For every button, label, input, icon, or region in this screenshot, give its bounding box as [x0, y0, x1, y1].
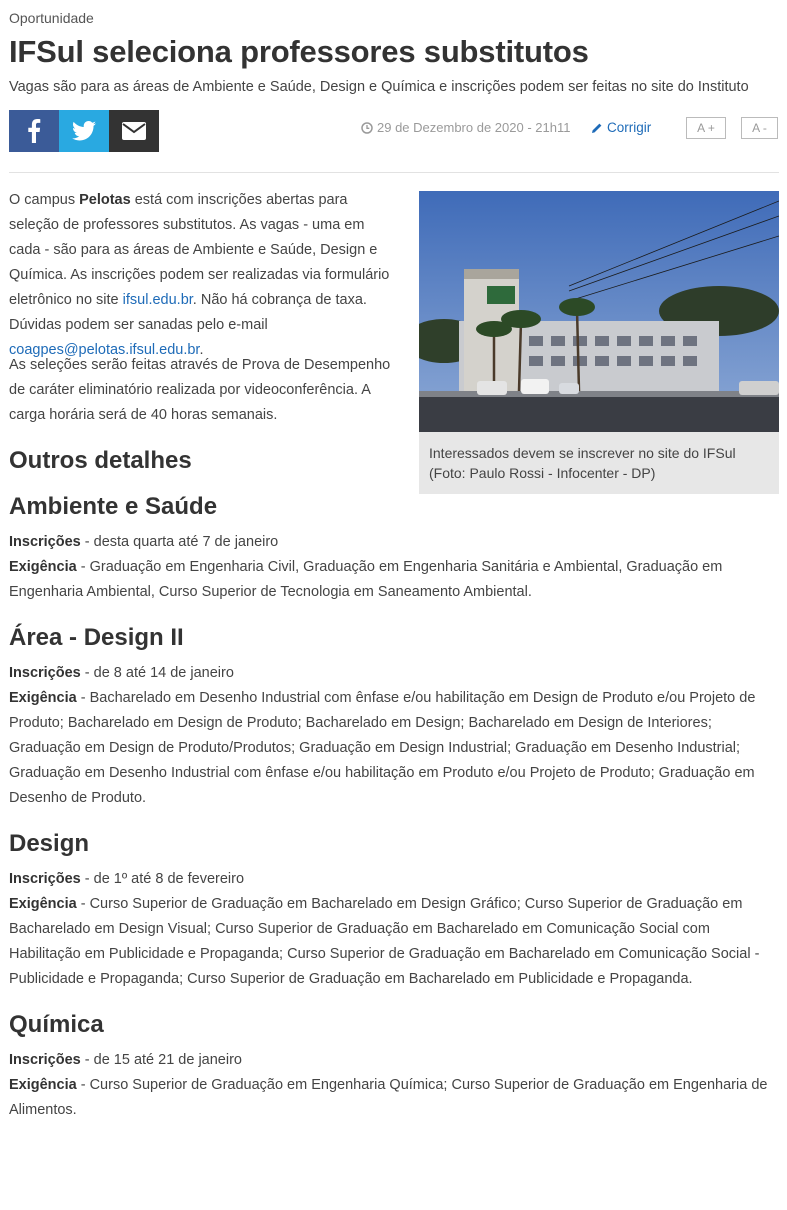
inscricoes-value: - de 1º até 8 de fevereiro: [80, 871, 245, 887]
inscricoes-label: Inscrições: [9, 1052, 81, 1068]
inscricoes-label: Inscrições: [9, 871, 81, 887]
section-title-ambiente-saude: Ambiente e Saúde: [9, 493, 218, 520]
envelope-icon: [122, 122, 146, 140]
site-link[interactable]: ifsul.edu.br: [122, 292, 193, 308]
section-inscricoes: [9, 661, 779, 686]
exigencia-value: - Bacharelado em Desenho Industrial com ênfase e/ou habilitação em Design de Produto e/ou Projeto de Produto; Bacharelado em Design de Produto; Bacharelado em Design; Bacharelado em Design de Interiores; Graduação em Design de Produto/Produtos; Graduação em Design Industrial; Graduação em Desenho Industrial; Graduação em Desenho Industrial com ênfase e/ou habilitação em Produto e/ou Projeto de Produto; Graduação em Desenho de Produto.: [9, 690, 756, 806]
article-kicker: Oportunidade: [9, 10, 94, 26]
intro-text: está com inscrições abertas para seleção de professores substitutos. As vagas - uma em cada - são para as áreas de Ambiente e Saúde, Design e Química. As inscrições podem ser realizadas via formulário eletrônico no site: [9, 192, 390, 308]
header-divider: [9, 172, 779, 173]
article-subtitle: Vagas são para as áreas de Ambiente e Saúde, Design e Química e inscrições podem ser feitas no site do Instituto: [9, 79, 749, 95]
exigencia-value: - Graduação em Engenharia Civil, Graduação em Engenharia Sanitária e Ambiental, Graduação em Engenharia Ambiental, Curso Superior de Tecnologia em Saneamento Ambiental.: [9, 559, 723, 600]
publish-date-text: 29 de Dezembro de 2020 - 21h11: [377, 120, 571, 135]
inscricoes-value: - de 8 até 14 de janeiro: [80, 665, 234, 681]
intro-text: . Não há cobrança de taxa. Dúvidas podem ser sanadas pelo e-mail: [9, 292, 367, 333]
exigencia-value: - Curso Superior de Graduação em Bacharelado em Design Gráfico; Curso Superior de Graduação em Bacharelado em Design Visual; Curso Superior de Graduação em Bacharelado em Comunicação Social com Habilitação em Publicidade e Propaganda; Curso Superior de Graduação em Bacharelado em Comunicação Social - Publicidade e Propaganda; Curso Superior de Graduação em Bacharelado em Publicidade e Propaganda.: [9, 896, 760, 987]
figure-caption: Interessados devem se inscrever no site do IFSul (Foto: Paulo Rossi - Infocenter - DP): [429, 445, 736, 481]
exigencia-label: Exigência: [9, 690, 77, 706]
article-figure: [419, 191, 779, 494]
fix-link-label: Corrigir: [607, 120, 652, 135]
facebook-icon: [27, 119, 41, 143]
publish-date: [361, 120, 570, 135]
section-inscricoes: [9, 867, 779, 892]
font-increase-button[interactable]: A +: [686, 117, 726, 139]
email-link[interactable]: coagpes@pelotas.ifsul.edu.br: [9, 342, 200, 358]
inscricoes-label: Inscrições: [9, 665, 81, 681]
intro-paragraph-1: [9, 188, 399, 363]
exigencia-label: Exigência: [9, 559, 77, 575]
font-decrease-button[interactable]: A -: [741, 117, 778, 139]
section-exigencia: [9, 686, 779, 811]
section-title-quimica: Química: [9, 1011, 104, 1038]
section-inscricoes: [9, 530, 779, 555]
twitter-icon: [72, 121, 96, 141]
campus-photo: [419, 191, 779, 432]
intro-text: O campus: [9, 192, 80, 208]
share-bar: [9, 110, 159, 152]
section-title-design: Design: [9, 830, 90, 857]
share-email-button[interactable]: [109, 110, 159, 152]
clock-icon: [361, 122, 373, 134]
share-facebook-button[interactable]: [9, 110, 59, 152]
intro-paragraph-2: As seleções serão feitas através de Prova de Desempenho de caráter eliminatório realizada por videoconferência. A carga horária será de 40 horas semanais.: [9, 357, 391, 423]
exigencia-label: Exigência: [9, 896, 77, 912]
section-exigencia: [9, 892, 779, 992]
pencil-icon: [591, 122, 603, 134]
share-twitter-button[interactable]: [59, 110, 109, 152]
inscricoes-value: - de 15 até 21 de janeiro: [80, 1052, 242, 1068]
section-inscricoes: [9, 1048, 779, 1073]
section-exigencia: [9, 1073, 779, 1123]
section-title-design-ii: Área - Design II: [9, 624, 184, 651]
fix-link[interactable]: [591, 120, 651, 135]
section-exigencia: [9, 555, 779, 605]
inscricoes-value: - desta quarta até 7 de janeiro: [80, 534, 279, 550]
inscricoes-label: Inscrições: [9, 534, 81, 550]
intro-text: .: [199, 342, 204, 358]
article-title: IFSul seleciona professores substitutos: [9, 34, 589, 69]
details-heading: Outros detalhes: [9, 447, 192, 474]
exigencia-label: Exigência: [9, 1077, 77, 1093]
campus-name: Pelotas: [79, 192, 131, 208]
exigencia-value: - Curso Superior de Graduação em Engenharia Química; Curso Superior de Graduação em Engenharia de Alimentos.: [9, 1077, 768, 1118]
